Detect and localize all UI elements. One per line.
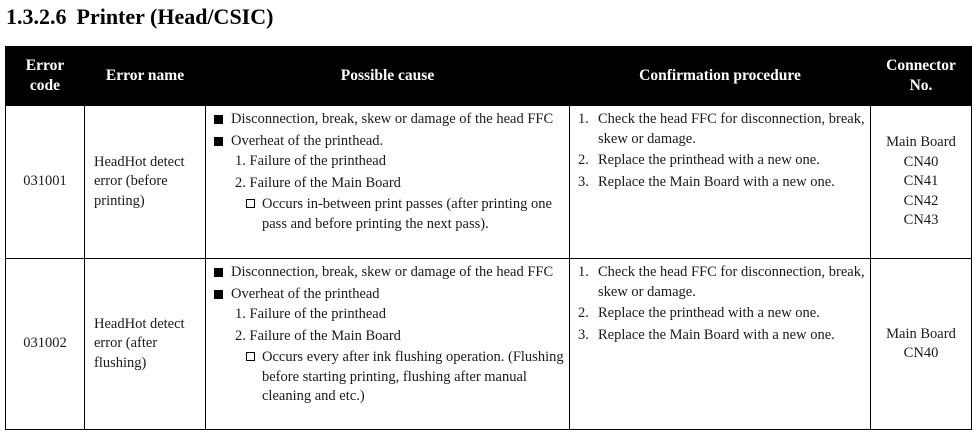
table-row bbox=[6, 106, 972, 259]
cause-item bbox=[210, 110, 565, 130]
section-heading bbox=[6, 2, 273, 32]
header-connector-no: Connector No. bbox=[871, 47, 972, 106]
confirmation-cell bbox=[570, 259, 871, 430]
square-bullet-icon bbox=[214, 290, 223, 299]
step-item: 1. Check the head FFC for disconnection, break, skew or damage. bbox=[578, 111, 865, 147]
cause-text: Disconnection, break, skew or damage of the head FFC bbox=[231, 264, 554, 280]
connector-board: Main Board bbox=[886, 325, 956, 342]
table-header-row bbox=[6, 47, 972, 106]
cause-note-text: Occurs every after ink flushing operation. (Flushing before starting printing, flushing after manual cleaning and etc.) bbox=[262, 349, 564, 404]
connector-id: CN40 bbox=[903, 153, 939, 170]
sub-cause-list bbox=[231, 305, 565, 346]
connector-id: CN42 bbox=[903, 192, 939, 209]
section-title: Printer (Head/CSIC) bbox=[76, 4, 274, 29]
table-row bbox=[6, 259, 972, 430]
step-text: Replace the printhead with a new one. bbox=[598, 152, 820, 168]
cause-text: Disconnection, break, skew or damage of the head FFC bbox=[231, 111, 554, 127]
sub-cause-item: 2. Failure of the Main Board bbox=[235, 174, 401, 191]
step-text: Replace the Main Board with a new one. bbox=[598, 173, 835, 190]
confirmation-cell bbox=[570, 106, 871, 259]
connector-cell bbox=[871, 106, 972, 259]
step-item: 1. Check the head FFC for disconnection, break, skew or damage. bbox=[578, 264, 865, 300]
sub-cause-item: 1. Failure of the printhead bbox=[235, 153, 386, 169]
cause-list bbox=[210, 263, 565, 346]
step-item: 3. Replace the Main Board with a new one. bbox=[578, 326, 835, 343]
connector-id: CN41 bbox=[903, 173, 939, 190]
header-error-name: Error name bbox=[85, 47, 206, 106]
cause-note-text: Occurs in-between print passes (after printing one pass and before printing the next pass). bbox=[262, 196, 552, 232]
connector-board: Main Board bbox=[886, 134, 956, 151]
header-confirmation-procedure: Confirmation procedure bbox=[570, 47, 871, 106]
cause-item bbox=[210, 132, 565, 194]
connector-cell bbox=[871, 259, 972, 430]
cause-note bbox=[210, 195, 565, 234]
square-bullet-icon bbox=[214, 137, 223, 146]
section-number: 1.3.2.6 bbox=[6, 4, 67, 29]
square-bullet-icon bbox=[214, 115, 223, 124]
connector-id: CN43 bbox=[903, 212, 939, 229]
step-item: 3. Replace the Main Board with a new one. bbox=[578, 173, 835, 190]
cause-text: Overheat of the printhead bbox=[231, 285, 380, 302]
sub-cause-item: 2. Failure of the Main Board bbox=[235, 327, 401, 344]
step-text: Check the head FFC for disconnection, break, skew or damage. bbox=[598, 264, 865, 300]
step-text: Replace the printhead with a new one. bbox=[598, 305, 820, 321]
cause-list bbox=[210, 110, 565, 193]
error-table bbox=[5, 46, 972, 430]
error-code-cell: 031002 bbox=[6, 259, 85, 430]
square-bullet-icon bbox=[214, 268, 223, 277]
cause-text: Overheat of the printhead. bbox=[231, 132, 384, 149]
step-item: 2. Replace the printhead with a new one. bbox=[578, 305, 820, 321]
possible-cause-cell bbox=[206, 259, 570, 430]
step-item: 2. Replace the printhead with a new one. bbox=[578, 152, 820, 168]
cause-item bbox=[210, 285, 565, 347]
error-name-cell: HeadHot detect error (before printing) bbox=[85, 106, 206, 259]
cause-note bbox=[210, 348, 565, 407]
step-list bbox=[574, 110, 866, 192]
header-possible-cause: Possible cause bbox=[206, 47, 570, 106]
cause-item bbox=[210, 263, 565, 283]
error-name-cell: HeadHot detect error (after flushing) bbox=[85, 259, 206, 430]
possible-cause-cell bbox=[206, 106, 570, 259]
step-text: Replace the Main Board with a new one. bbox=[598, 326, 835, 343]
sub-cause-item: 1. Failure of the printhead bbox=[235, 306, 386, 322]
step-list bbox=[574, 263, 866, 345]
connector-id: CN40 bbox=[903, 345, 939, 361]
checkbox-square-icon bbox=[246, 352, 255, 361]
error-code-cell: 031001 bbox=[6, 106, 85, 259]
checkbox-square-icon bbox=[246, 199, 255, 208]
sub-cause-list bbox=[231, 152, 565, 193]
header-error-code: Error code bbox=[6, 47, 85, 106]
step-text: Check the head FFC for disconnection, break, skew or damage. bbox=[598, 111, 865, 147]
